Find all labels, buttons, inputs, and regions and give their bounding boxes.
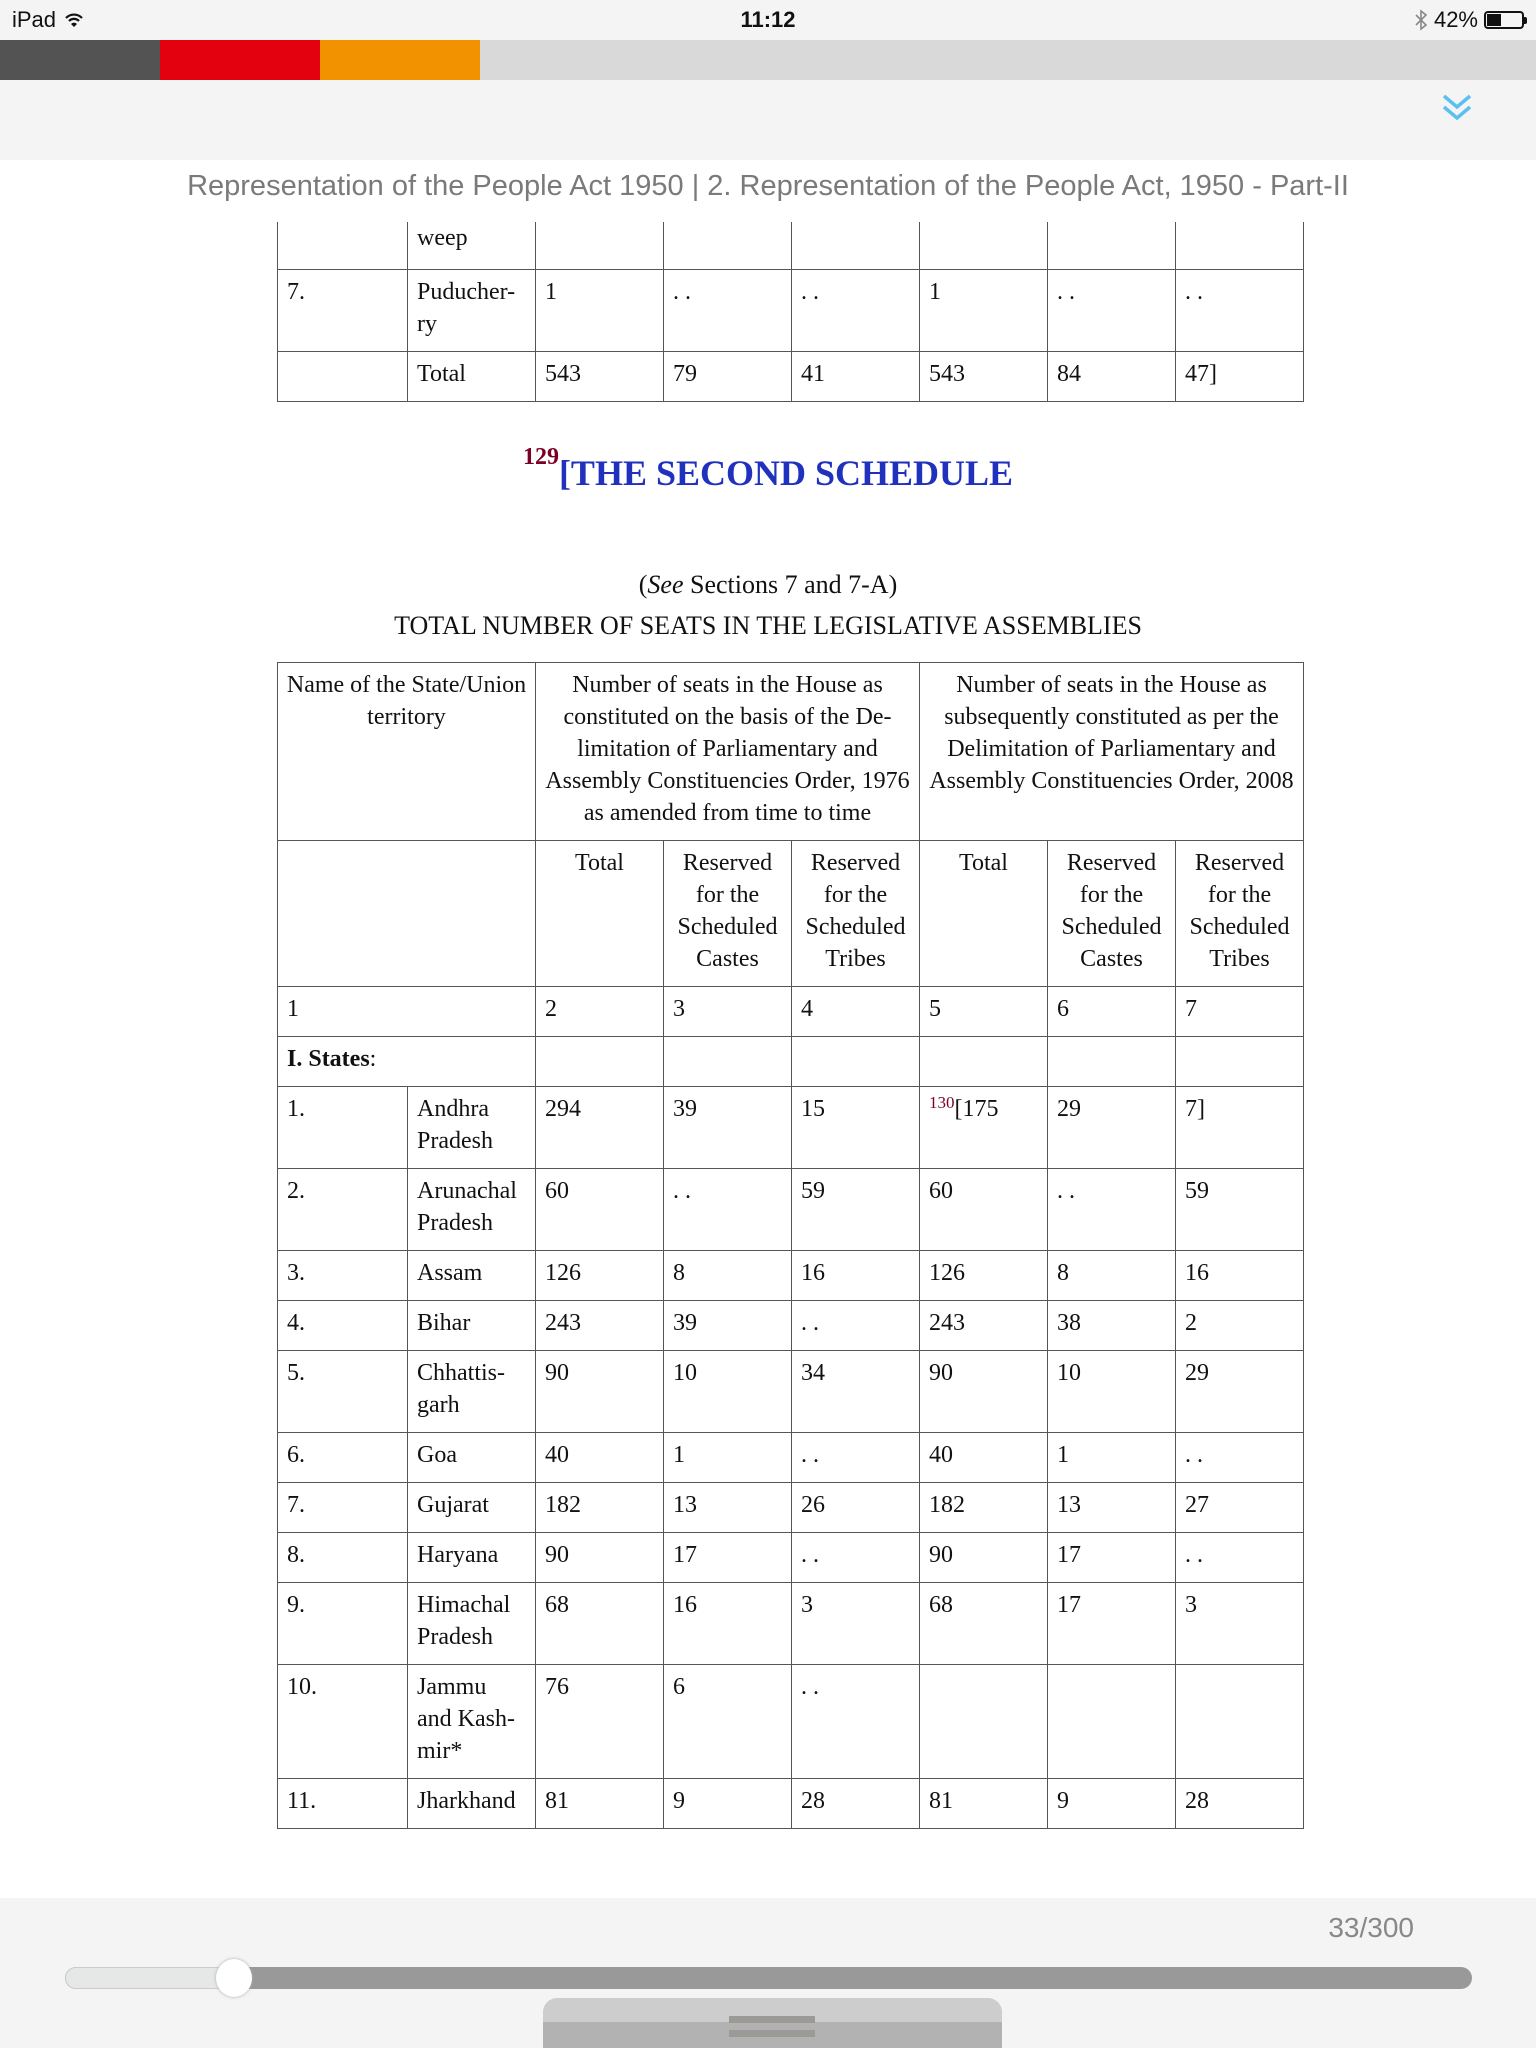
seat-value (536, 222, 664, 270)
seat-value: 13 (1048, 1483, 1176, 1533)
table-row (278, 1483, 1304, 1533)
table-row (278, 1351, 1304, 1433)
state-name: Assam (408, 1251, 536, 1301)
seat-value: 40 (920, 1433, 1048, 1483)
seat-value: 126 (536, 1251, 664, 1301)
seat-value: 79 (664, 352, 792, 402)
footnote-ref[interactable]: 129 (522, 444, 559, 470)
seat-value: 39 (664, 1087, 792, 1169)
column-number: 1 (278, 987, 536, 1037)
subheader-row (278, 841, 1304, 987)
page-slider[interactable] (65, 1967, 1472, 1989)
seat-value: 29 (1048, 1087, 1176, 1169)
seat-value: 84 (1048, 352, 1176, 402)
seat-value: 29 (1176, 1351, 1304, 1433)
seat-value: . . (792, 1301, 920, 1351)
subheader-empty (278, 841, 536, 987)
seat-value: 243 (536, 1301, 664, 1351)
column-number: 6 (1048, 987, 1176, 1037)
state-name: Arunachal Pradesh (408, 1169, 536, 1251)
color-segment-orange (320, 40, 480, 80)
state-name: Haryana (408, 1533, 536, 1583)
seat-value: 28 (1176, 1779, 1304, 1829)
row-number: 2. (278, 1169, 408, 1251)
drawer-handle[interactable] (543, 1998, 1002, 2048)
seat-value: . . (1176, 270, 1304, 352)
seat-value: 10 (664, 1351, 792, 1433)
page-slider-thumb[interactable] (216, 1959, 252, 1997)
document-viewport[interactable] (0, 222, 1536, 1858)
seat-value: 90 (920, 1351, 1048, 1433)
seat-value: . . (1048, 1169, 1176, 1251)
seat-value (1176, 222, 1304, 270)
seat-value: 68 (536, 1583, 664, 1665)
seat-value: 17 (1048, 1533, 1176, 1583)
state-name: Goa (408, 1433, 536, 1483)
seat-value: 13 (664, 1483, 792, 1533)
nav-area (0, 80, 1536, 160)
seat-value: 7] (1176, 1087, 1304, 1169)
header-group-1976: Number of seats in the House as constituted on the basis of the De-limitation of Parliamentary and Assembly Constituencies Order, 1976 as amended from time to time (536, 663, 920, 841)
seat-value (1048, 222, 1176, 270)
seat-value: 68 (920, 1583, 1048, 1665)
previous-schedule-table (277, 222, 1304, 402)
seat-value: . . (792, 1433, 920, 1483)
seat-value: 543 (920, 352, 1048, 402)
row-number (278, 222, 408, 270)
row-number: 10. (278, 1665, 408, 1779)
section-row (278, 1037, 1304, 1087)
seat-value: 3 (792, 1583, 920, 1665)
seat-value: 60 (536, 1169, 664, 1251)
seat-value: 1 (536, 270, 664, 352)
subheader-cell: Reserved for the Scheduled Castes (1048, 841, 1176, 987)
seat-value: 1 (664, 1433, 792, 1483)
row-number: 5. (278, 1351, 408, 1433)
footnote-ref[interactable]: 130 (929, 1093, 955, 1112)
seat-value: 17 (664, 1533, 792, 1583)
seat-value: 10 (1048, 1351, 1176, 1433)
seat-value: 38 (1048, 1301, 1176, 1351)
subheader-cell: Reserved for the Scheduled Castes (664, 841, 792, 987)
header-group-2008: Number of seats in the House as subsequently constituted as per the Delimitation of Parliamentary and Assembly Constituencies Order, 2008 (920, 663, 1304, 841)
schedule-title: [THE SECOND SCHEDULE (558, 453, 1014, 493)
subheader-cell: Total (536, 841, 664, 987)
subheader-cell: Reserved for the Scheduled Tribes (792, 841, 920, 987)
color-strip (0, 40, 1536, 80)
row-number: 11. (278, 1779, 408, 1829)
seat-value: 16 (664, 1583, 792, 1665)
seat-value (920, 222, 1048, 270)
seat-value: 60 (920, 1169, 1048, 1251)
color-segment-dark (0, 40, 160, 80)
seat-value (792, 222, 920, 270)
seat-value: 1 (1048, 1433, 1176, 1483)
state-name: Jharkhand (408, 1779, 536, 1829)
row-number (278, 352, 408, 402)
table-row (278, 1665, 1304, 1779)
seat-value: 16 (1176, 1251, 1304, 1301)
seat-value: . . (664, 1169, 792, 1251)
seat-value: 243 (920, 1301, 1048, 1351)
seat-value: 28 (792, 1779, 920, 1829)
seat-value: 90 (536, 1351, 664, 1433)
seat-value: 90 (536, 1533, 664, 1583)
seat-value: 40 (536, 1433, 664, 1483)
table-row (278, 1087, 1304, 1169)
table-row (278, 270, 1304, 352)
state-name: Chhattis-garh (408, 1351, 536, 1433)
column-number: 4 (792, 987, 920, 1037)
clock: 11:12 (740, 7, 796, 32)
seat-value: 543 (536, 352, 664, 402)
subheader-cell: Total (920, 841, 1048, 987)
seat-value: 15 (792, 1087, 920, 1169)
seat-value: 126 (920, 1251, 1048, 1301)
seat-value (1048, 1665, 1176, 1779)
header-row (278, 663, 1304, 841)
battery-percent: 42% (1433, 7, 1478, 32)
table-row (278, 1433, 1304, 1483)
seat-value: . . (792, 1533, 920, 1583)
seat-value: 34 (792, 1351, 920, 1433)
table-row (278, 1301, 1304, 1351)
seat-value (664, 222, 792, 270)
seat-value: 1 (920, 270, 1048, 352)
row-number: 9. (278, 1583, 408, 1665)
state-name: Puducher-ry (408, 270, 536, 352)
table-row (278, 1779, 1304, 1829)
seat-value: 16 (792, 1251, 920, 1301)
seat-value: . . (1176, 1533, 1304, 1583)
seat-value: 2 (1176, 1301, 1304, 1351)
double-chevron-down-icon[interactable] (1440, 90, 1474, 124)
seat-value: 9 (1048, 1779, 1176, 1829)
seat-value: 6 (664, 1665, 792, 1779)
seat-value: $^{130}$[175 (920, 1087, 1048, 1169)
seat-value: 26 (792, 1483, 920, 1533)
see-sections: (See Sections 7 and 7-A) (638, 570, 898, 599)
table-title: TOTAL NUMBER OF SEATS IN THE LEGISLATIVE ASSEMBLIES (394, 611, 1142, 640)
page-counter: 33/300 (1328, 1912, 1414, 1943)
seat-value: 182 (536, 1483, 664, 1533)
row-number: 1. (278, 1087, 408, 1169)
row-number: 3. (278, 1251, 408, 1301)
table-row (278, 1251, 1304, 1301)
seat-value (920, 1665, 1048, 1779)
seat-value: 27 (1176, 1483, 1304, 1533)
seat-value: . . (792, 270, 920, 352)
seat-value: 9 (664, 1779, 792, 1829)
seat-value: 8 (1048, 1251, 1176, 1301)
table-row (278, 222, 1304, 270)
seat-value: 76 (536, 1665, 664, 1779)
subheader-cell: Reserved for the Scheduled Tribes (1176, 841, 1304, 987)
header-name-col: Name of the State/Union territory (278, 663, 536, 841)
seat-value: . . (792, 1665, 920, 1779)
state-name: Gujarat (408, 1483, 536, 1533)
seat-value: 41 (792, 352, 920, 402)
column-number-row (278, 987, 1304, 1037)
column-number: 5 (920, 987, 1048, 1037)
state-name: Jammu and Kash-mir* (408, 1665, 536, 1779)
seat-value: . . (1048, 270, 1176, 352)
state-name: weep (408, 222, 536, 270)
seat-value (1176, 1665, 1304, 1779)
battery-icon (1484, 11, 1524, 29)
seat-value: 59 (1176, 1169, 1304, 1251)
column-number: 7 (1176, 987, 1304, 1037)
seat-value: 294 (536, 1087, 664, 1169)
schedule-heading (0, 444, 1536, 494)
seat-value: 182 (920, 1483, 1048, 1533)
seat-value: 81 (920, 1779, 1048, 1829)
seat-value: 81 (536, 1779, 664, 1829)
seat-value: 17 (1048, 1583, 1176, 1665)
table-row (278, 1533, 1304, 1583)
state-name: Andhra Pradesh (408, 1087, 536, 1169)
column-number: 2 (536, 987, 664, 1037)
row-number: 8. (278, 1533, 408, 1583)
bottom-bar (0, 1898, 1536, 2048)
row-number: 4. (278, 1301, 408, 1351)
state-name: Total (408, 352, 536, 402)
seat-value: 47] (1176, 352, 1304, 402)
seat-value: . . (664, 270, 792, 352)
table-row (278, 352, 1304, 402)
seat-value: 90 (920, 1533, 1048, 1583)
seat-value: 59 (792, 1169, 920, 1251)
table-row (278, 1169, 1304, 1251)
bluetooth-icon (1414, 9, 1428, 31)
device-name: iPad (12, 7, 57, 32)
seats-table (277, 662, 1304, 1829)
column-number: 3 (664, 987, 792, 1037)
seat-value: 8 (664, 1251, 792, 1301)
status-bar (0, 0, 1536, 40)
state-name: Himachal Pradesh (408, 1583, 536, 1665)
document-title: Representation of the People Act 1950 | 2. Representation of the People Act, 1950 - Part-II (187, 170, 1349, 202)
row-number: 6. (278, 1433, 408, 1483)
section-label: I. States: (278, 1037, 536, 1087)
seat-value: . . (1176, 1433, 1304, 1483)
state-name: Bihar (408, 1301, 536, 1351)
row-number: 7. (278, 1483, 408, 1533)
seat-value: 39 (664, 1301, 792, 1351)
color-segment-red (160, 40, 320, 80)
table-row (278, 1583, 1304, 1665)
seat-value: 3 (1176, 1583, 1304, 1665)
row-number: 7. (278, 270, 408, 352)
